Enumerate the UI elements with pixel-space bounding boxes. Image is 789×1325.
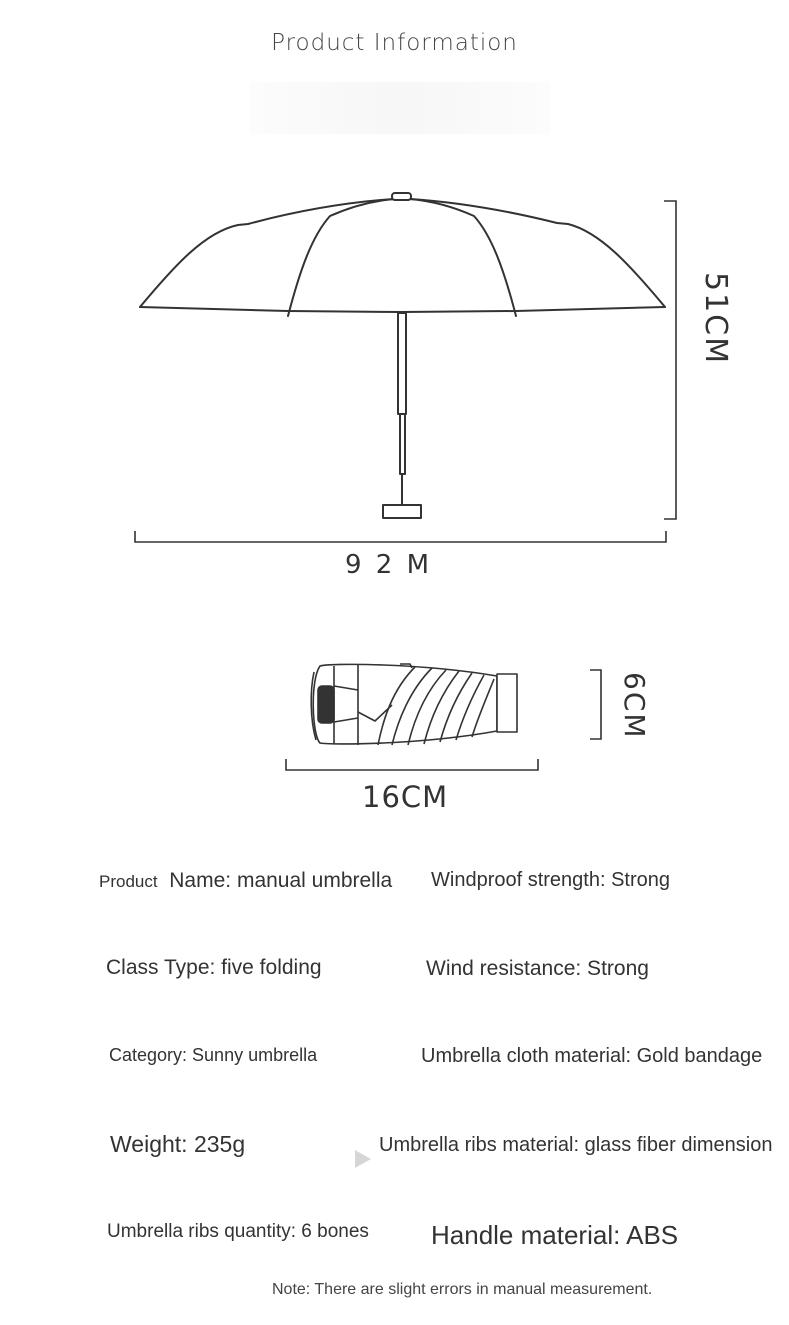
page-title: Product Information: [271, 30, 518, 56]
spec-class-type: Class Type: five folding: [106, 956, 322, 979]
spec-product-name-value: Name: manual umbrella: [169, 869, 393, 892]
spec-ribs-quantity: Umbrella ribs quantity: 6 bones: [107, 1221, 369, 1242]
spec-weight: Weight: 235g: [110, 1131, 246, 1157]
spec-handle-material: Handle material: ABS: [431, 1220, 679, 1250]
spec-category: Category: Sunny umbrella: [109, 1045, 318, 1065]
open-height-label: 51CM: [698, 272, 733, 366]
open-umbrella-diagram: [0, 0, 789, 600]
spec-cloth-material: Umbrella cloth material: Gold bandage: [421, 1045, 763, 1067]
folded-diameter-label: 6CM: [618, 672, 651, 740]
open-width-label: 9 2 M: [345, 550, 433, 580]
spec-product-name: [99, 869, 392, 893]
spec-ribs-material: Umbrella ribs material: glass fiber dimension: [379, 1134, 773, 1156]
measurement-note: Note: There are slight errors in manual measurement.: [272, 1281, 653, 1298]
spec-wind-resistance: Wind resistance: Strong: [426, 957, 649, 980]
play-icon: [355, 1150, 371, 1168]
folded-length-label: 16CM: [362, 780, 449, 814]
spec-product-prefix: Product: [99, 872, 158, 891]
spec-windproof-strength: Windproof strength: Strong: [431, 869, 671, 891]
